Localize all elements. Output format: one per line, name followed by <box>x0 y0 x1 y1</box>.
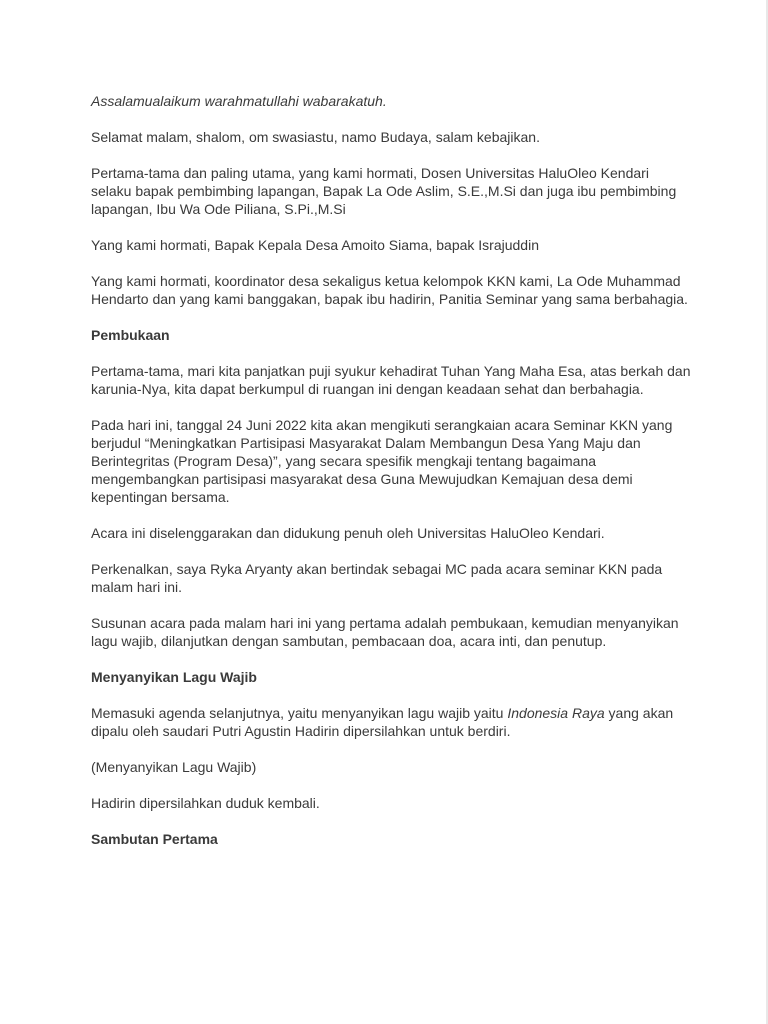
anthem-song-title: Indonesia Raya <box>507 705 605 721</box>
anthem-text-pre: Memasuki agenda selanjutnya, yaitu menyanyikan lagu wajib yaitu <box>91 705 508 721</box>
document-body <box>91 92 691 866</box>
respect-paragraph-2: Yang kami hormati, Bapak Kepala Desa Amoito Siama, bapak Israjuddin <box>91 237 539 253</box>
respect-paragraph-3: Yang kami hormati, koordinator desa sekaligus ketua kelompok KKN kami, La Ode Muhammad Hendarto dan yang kami banggakan, bapak ibu hadirin, Panitia Seminar yang sama berbahagia. <box>91 273 688 307</box>
opening-paragraph-3: Acara ini diselenggarakan dan didukung penuh oleh Universitas HaluOleo Kendari. <box>91 525 605 541</box>
opening-paragraph-2: Pada hari ini, tanggal 24 Juni 2022 kita akan mengikuti serangkaian acara Seminar KKN yang berjudul “Meningkatkan Partisipasi Masyarakat Dalam Membangun Desa Yang Maju dan Berintegritas (Program Desa)”, yang secara spesifik mengkaji tentang bagaimana mengembangkan partisipasi masyarakat desa Guna Mewujudkan Kemajuan desa demi kepentingan bersama. <box>91 417 673 505</box>
opening-paragraph-1: Pertama-tama, mari kita panjatkan puji syukur kehadirat Tuhan Yang Maha Esa, atas berkah dan karunia-Nya, kita dapat berkumpul di ruangan ini dengan keadaan sehat dan berbahagia. <box>91 363 691 397</box>
heading-opening: Pembukaan <box>91 327 170 343</box>
anthem-note: (Menyanyikan Lagu Wajib) <box>91 759 257 775</box>
anthem-text-post: yang akan dipalu oleh saudari Putri Agustin Hadirin dipersilahkan untuk berdiri. <box>91 705 674 739</box>
greeting-paragraph: Assalamualaikum warahmatullahi wabarakatuh. <box>91 93 387 109</box>
salutation-paragraph: Selamat malam, shalom, om swasiastu, namo Budaya, salam kebajikan. <box>91 129 540 145</box>
heading-anthem: Menyanyikan Lagu Wajib <box>91 669 257 685</box>
opening-paragraph-5: Susunan acara pada malam hari ini yang pertama adalah pembukaan, kemudian menyanyikan lagu wajib, dilanjutkan dengan sambutan, pembacaan doa, acara inti, dan penutup. <box>91 615 679 649</box>
respect-paragraph-1: Pertama-tama dan paling utama, yang kami hormati, Dosen Universitas HaluOleo Kendari selaku bapak pembimbing lapangan, Bapak La Ode Aslim, S.E.,M.Si dan juga ibu pembimbing lapangan, Ibu Wa Ode Piliana, S.Pi.,M.Si <box>91 165 677 217</box>
anthem-paragraph <box>91 704 691 740</box>
anthem-after: Hadirin dipersilahkan duduk kembali. <box>91 795 320 811</box>
heading-speech: Sambutan Pertama <box>91 831 218 847</box>
opening-paragraph-4: Perkenalkan, saya Ryka Aryanty akan bertindak sebagai MC pada acara seminar KKN pada malam hari ini. <box>91 561 663 595</box>
